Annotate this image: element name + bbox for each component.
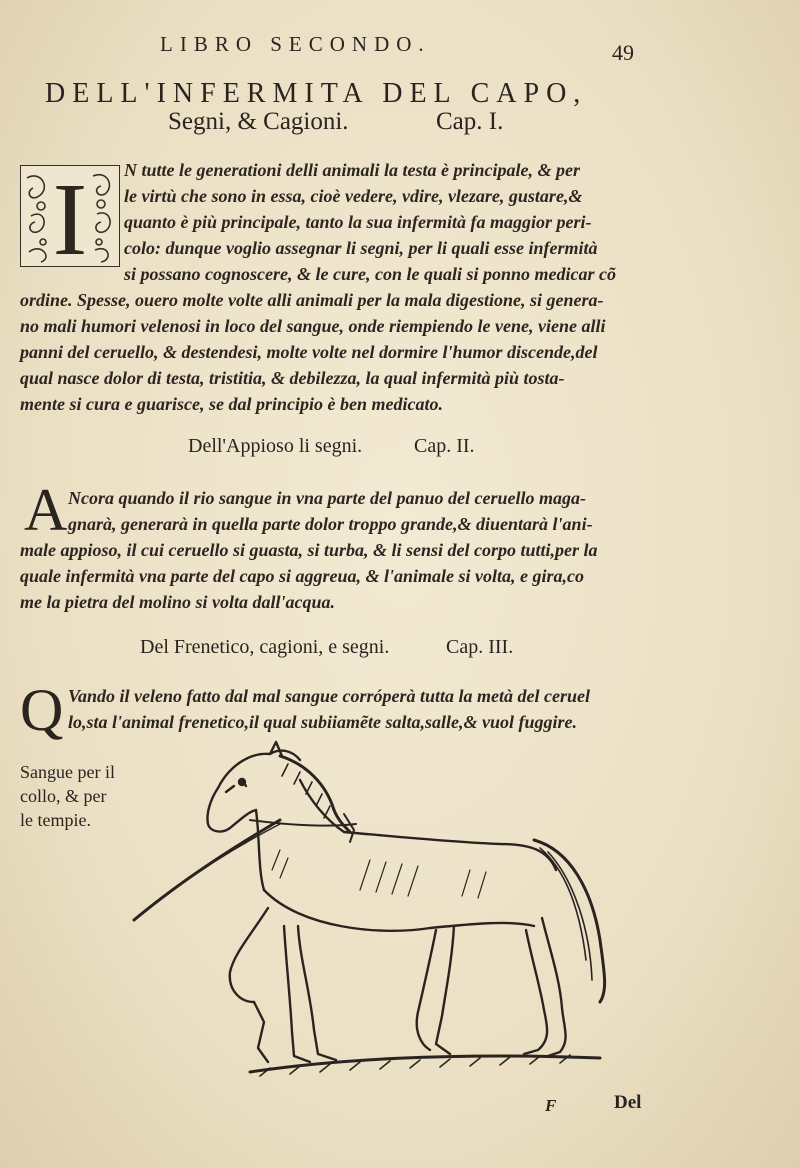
text-line: ordine. Spesse, ouero molte volte alli animali per la mala digestione, si genera- (20, 290, 604, 310)
text-line: panni del ceruello, & destendesi, molte volte nel dormire l'humor discende,del (20, 342, 598, 362)
margin-note-line: collo, & per (20, 786, 107, 806)
chapter-subtitle: Segni, & Cagioni. (168, 108, 349, 135)
text-line: no mali humori velenosi in loco del sangue, onde riempiendo le vene, viene alli (20, 316, 606, 336)
text-line: le virtù che sono in essa, cioè vedere, vdire, vlezare, gustare,& (124, 186, 583, 206)
page-number: 49 (612, 40, 634, 65)
section-heading: Del Frenetico, cagioni, e segni. (140, 636, 390, 658)
signature-mark: F (545, 1096, 557, 1115)
drop-cap-letter: I (52, 162, 88, 277)
text-line: si possano cognoscere, & le cure, con le quali si ponno medicar cõ (124, 264, 616, 284)
decorated-drop-cap (20, 162, 120, 277)
woodcut-horse-bleeding-icon (130, 740, 620, 1090)
section-number: Cap. III. (446, 636, 514, 658)
chapter-title: DELL'INFERMITA DEL CAPO, (45, 78, 588, 109)
text-line: me la pietra del molino si volta dall'acqua. (20, 592, 335, 612)
margin-note-line: le tempie. (20, 810, 91, 830)
text-line: quanto è più principale, tanto la sua infermità fa maggior peri- (124, 212, 592, 232)
text-line: mente si cura e guarisce, se dal principio è ben medicato. (20, 394, 443, 414)
text-line: gnarà, generarà in quella parte dolor troppo grande,& diuentarà l'ani- (68, 514, 593, 534)
text-line: quale infermità vna parte del capo si aggreua, & l'animale si volta, e gira,co (20, 566, 584, 586)
section-heading: Dell'Appioso li segni. (188, 435, 363, 457)
text-line: colo: dunque voglio assegnar li segni, per li quali esse infermità (124, 238, 598, 258)
text-line: Ncora quando il rio sangue in vna parte del panuo del ceruello maga- (68, 488, 587, 508)
section-number: Cap. II. (414, 435, 475, 457)
initial-letter: A (24, 477, 68, 543)
running-head: LIBRO SECONDO. (160, 32, 431, 56)
margin-note-line: Sangue per il (20, 762, 115, 782)
text-line: Vando il veleno fatto dal mal sangue corróperà tutta la metà del ceruel (68, 686, 590, 706)
initial-letter: Q (20, 677, 64, 743)
margin-note (20, 760, 115, 832)
text-line: male appioso, il cui ceruello si guasta, si turba, & li sensi del corpo tutti,per la (20, 540, 598, 560)
catchword: Del (614, 1092, 642, 1113)
chapter-number: Cap. I. (436, 108, 504, 135)
text-line: qual nasce dolor di testa, tristitia, & debilezza, la qual infermità più tosta- (20, 368, 565, 388)
text-line: N tutte le generationi delli animali la testa è principale, & per (124, 160, 580, 180)
text-line: lo,sta l'animal frenetico,il qual subiiamẽte salta,salle,& vuol fuggire. (68, 712, 578, 732)
